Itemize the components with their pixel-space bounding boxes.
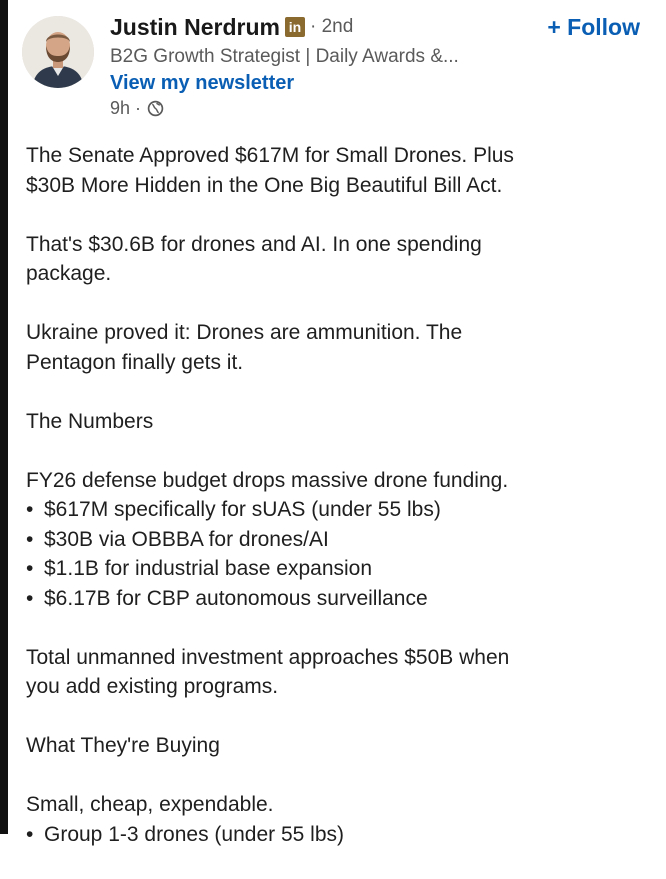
post-title-line: $30B More Hidden in the One Big Beautiful Bill Act. [26,173,503,197]
list-item-text: $1.1B for industrial base expansion [44,557,373,580]
paragraph-line: package. [26,262,112,285]
buying-section [26,790,646,849]
left-edge-bar [0,0,8,834]
linkedin-badge-icon: in [285,17,305,37]
list-item-text: $617M specifically for sUAS (under 55 lbs) [44,498,441,521]
view-newsletter-link[interactable]: View my newsletter [110,72,295,94]
paragraph-line: Pentagon finally gets it. [26,350,244,374]
avatar[interactable] [22,16,94,88]
list-item-text: $6.17B for CBP autonomous surveillance [44,586,428,610]
name-row [110,10,530,44]
author-info [110,10,530,120]
globe-icon [147,100,164,117]
budget-section [26,466,646,614]
post-time: 9h · [110,97,142,118]
post-title-line: The Senate Approved $617M for Small Drones. Plus [26,144,514,167]
paragraph-line: Ukraine proved it: Drones are ammunition. The [26,321,463,344]
paragraph-total [26,230,646,289]
section-heading: The Numbers [26,409,154,433]
list-item: • $1.1B for industrial base expansion [26,557,373,580]
follow-button[interactable]: + Follow [547,14,640,40]
author-name[interactable]: Justin Nerdrum [110,13,280,40]
list-item: • $6.17B for CBP autonomous surveillance [26,586,428,610]
paragraph-ukraine [26,318,646,377]
avatar-portrait [22,16,94,88]
post-meta [110,96,530,120]
list-item: • $617M specifically for sUAS (under 55 lbs) [26,498,441,521]
numbers-heading [26,407,646,437]
paragraph-investment [26,643,646,702]
buying-intro: Small, cheap, expendable. [26,793,274,816]
budget-intro: FY26 defense budget drops massive drone funding. [26,468,509,492]
post-header [22,10,652,122]
author-headline: B2G Growth Strategist | Daily Awards &... [110,46,459,67]
paragraph-line: Total unmanned investment approaches $50B when [26,645,510,669]
connection-degree: · 2nd [309,16,354,37]
post-title [26,141,646,200]
list-item: • $30B via OBBBA for drones/AI [26,527,329,551]
buying-heading [26,731,646,761]
section-heading: What They're Buying [26,734,220,757]
list-item-text: $30B via OBBBA for drones/AI [44,527,329,551]
paragraph-line: That's $30.6B for drones and AI. In one spending [26,232,482,256]
post-body [26,141,646,879]
paragraph-line: you add existing programs. [26,675,279,698]
list-item: • Group 1-3 drones (under 55 lbs) [26,822,344,846]
list-item-text: Group 1-3 drones (under 55 lbs) [44,822,344,846]
